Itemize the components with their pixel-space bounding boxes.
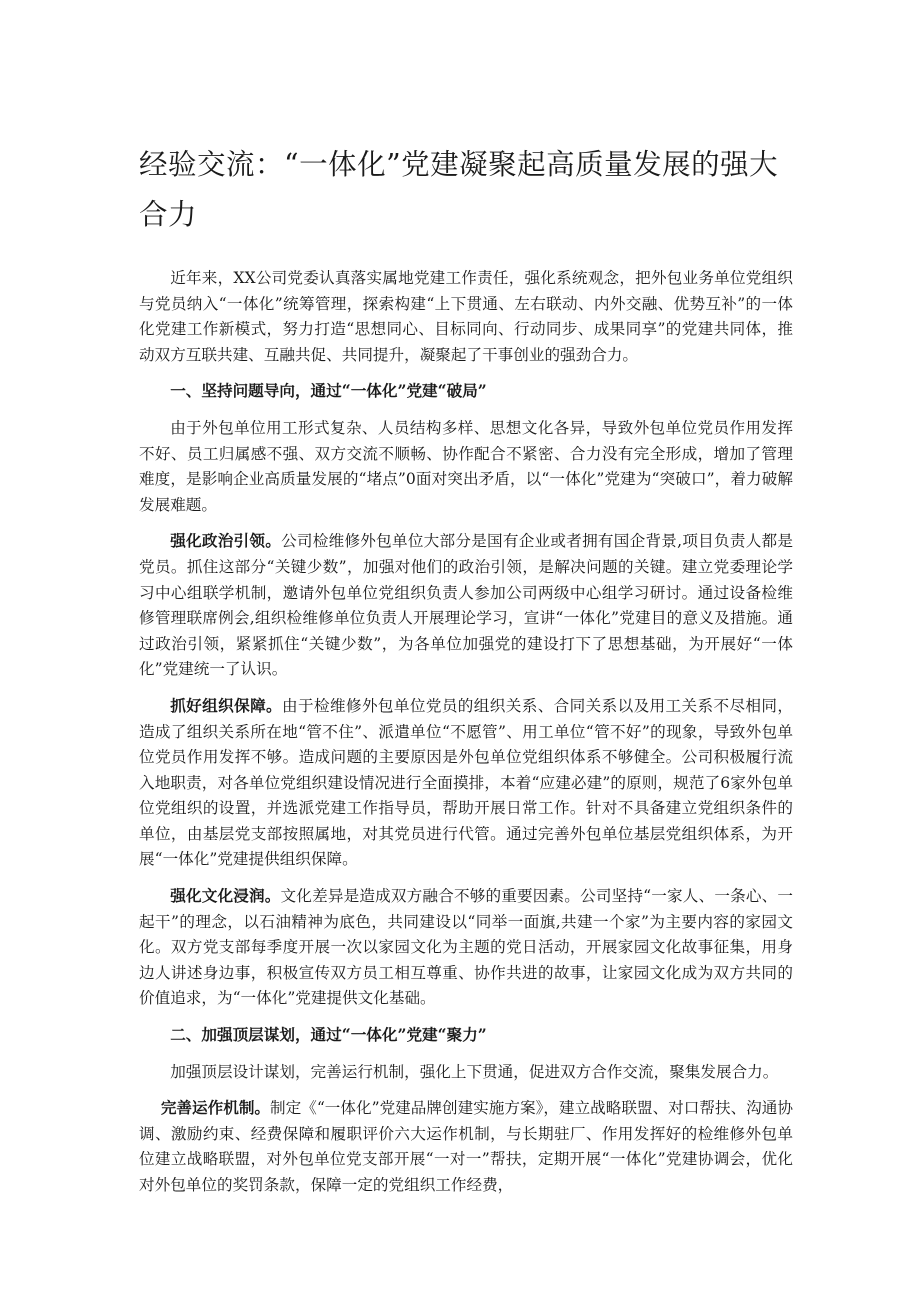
item-lead: 完善运作机制。 (160, 1098, 271, 1118)
intro-paragraph: 近年来，XX公司党委认真落实属地党建工作责任，强化系统观念，把外包业务单位党组织与党员纳入“一体化”统筹管理，探索构建“上下贯通、左右联动、内外交融、优势互补”的一体化党建工作新模式，努力打造“思想同心、目标同向、行动同步、成果同享”的党建共同体，推动双方互联共建、互融共促、共同提升，凝聚起了干事创业的强劲合力。 (139, 269, 793, 364)
section-1-item-organization (139, 693, 793, 873)
item-text: 由于检维修外包单位党员的组织关系、合同关系以及用工关系不尽相同，造成了组织关系所在地“管不住”、派遣单位“不愿管”、用工单位“管不好”的现象，导致外包单位党员作用发挥不够。造成问题的主要原因是外包单位党组织体系不够健全。公司积极履行流入地职责，对各单位党组织建设情况进行全面摸排，本着“应建必建”的原则，规范了6家外包单位党组织的设置，并选派党建工作指导员，帮助开展日常工作。针对不具备建立党组织条件的单位，由基层党支部按照属地，对其党员进行代管。通过完善外包单位基层党组织体系，为开展“一体化”党建提供组织保障。 (139, 696, 793, 869)
item-text: 制定《“一体化”党建品牌创建实施方案》，建立战略联盟、对口帮扶、沟通协调、激励约束、经费保障和履职评价六大运作机制，与长期驻厂、作用发挥好的检维修外包单位建立战略联盟，对外包单位党支部开展“一对一”帮扶，定期开展“一体化”党建协调会，优化对外包单位的奖罚条款，保障一定的党组织工作经费， (139, 1099, 793, 1194)
item-lead: 抓好组织保障。 (170, 695, 283, 715)
item-text: 公司检维修外包单位大部分是国有企业或者拥有国企背景,项目负责人都是党员。抓住这部分“关键少数”，加强对他们的政治引领，是解决问题的关键。建立党委理论学习中心组联学机制，邀请外包单位党组织负责人参加公司两级中心组学习研讨。通过设备检维修管理联席例会,组织检维修单位负责人开展理论学习，宣讲“一体化”党建目的意义及措施。通过政治引领，紧紧抓住“关键少数”，为各单位加强党的建设打下了思想基础，为开展好“一体化”党建统一了认识。 (139, 532, 793, 679)
section-2-paragraph: 加强顶层设计谋划，完善运行机制，强化上下贯通，促进双方合作交流，聚集发展合力。 (170, 1062, 779, 1081)
section-2-heading: 二、加强顶层谋划，通过“一体化”党建“聚力” (170, 1025, 487, 1045)
section-1-item-political (139, 528, 793, 683)
item-text: 文化差异是造成双方融合不够的重要因素。公司坚持“一家人、一条心、一起干”的理念，以石油精神为底色，共同建设以“同举一面旗,共建一个家”为主要内容的家园文化。双方党支部每季度开展一次以家园文化为主题的党日活动，开展家园文化故事征集，用身边人讲述身边事，积极宣传双方员工相互尊重、协作共进的故事，让家园文化成为双方共同的价值追求，为“一体化”党建提供文化基础。 (139, 887, 793, 1008)
document-title: 经验交流：“一体化”党建凝聚起高质量发展的强大合力 (139, 148, 779, 231)
section-1-item-culture (139, 883, 793, 1012)
section-1-paragraph: 由于外包单位用工形式复杂、人员结构多样、思想文化各异，导致外包单位党员作用发挥不好、员工归属感不强、双方交流不顺畅、协作配合不紧密、合力没有完全形成，增加了管理难度，是影响企业高质量发展的“堵点”0面对突出矛盾，以“一体化”党建为“突破口”，着力破解发展难题。 (139, 418, 793, 514)
item-lead: 强化政治引领。 (170, 531, 282, 551)
section-2-item-mechanism (139, 1095, 793, 1198)
section-1-heading: 一、坚持问题导向，通过“一体化”党建“破局” (170, 381, 487, 401)
document-page (139, 140, 793, 1209)
item-lead: 强化文化浸润。 (170, 886, 281, 906)
